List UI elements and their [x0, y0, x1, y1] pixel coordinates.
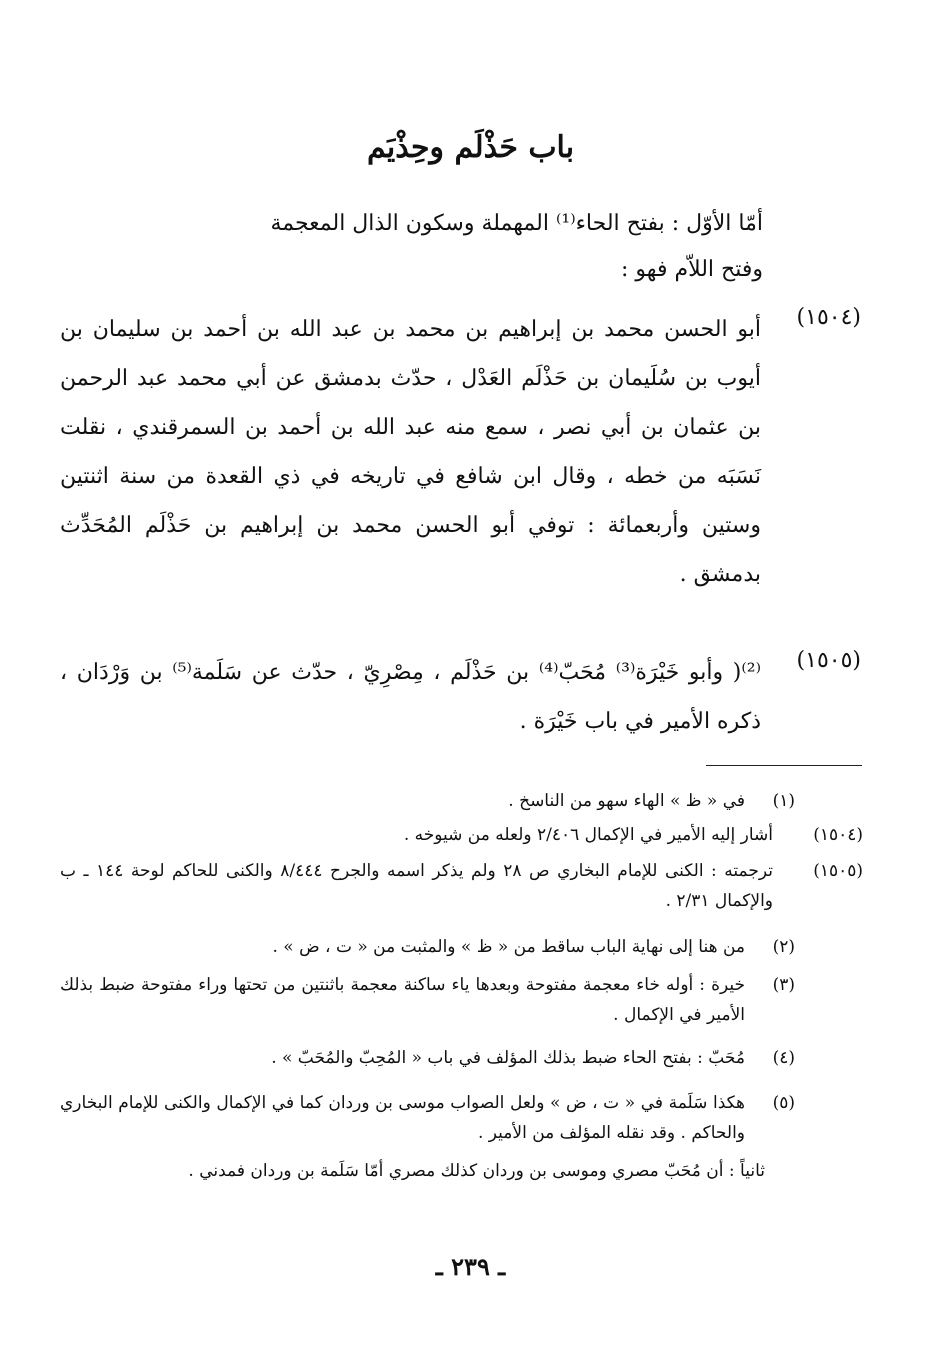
footnote-number: (٢) — [772, 937, 795, 957]
entry-number: (١٥٠٥) — [796, 648, 861, 673]
entry-1505 — [60, 648, 861, 748]
footnote-text: ثانياً : أن مُحَبّ مصري وموسى بن وردان كذلك مصري أمّا سَلَمة بن وردان فمدني . — [188, 1161, 765, 1181]
footnote-text: من هنا إلى نهاية الباب ساقط من « ظ » والمثبت من « ت ، ض » . — [272, 937, 745, 957]
footnote-number: (١) — [772, 791, 795, 811]
footnote-text: ترجمته : الكنى للإمام البخاري ص ٢٨ ولم يذكر اسمه والجرح ٨/٤٤٤ والكنى للحاكم لوحة ١٤٤ ـ ب والإكمال ٢/٣١ . — [60, 861, 773, 911]
intro-line-2: وفتح اللاّم فهو : — [621, 257, 763, 282]
footnote-text: أشار إليه الأمير في الإكمال ٢/٤٠٦ ولعله من شيوخه . — [403, 825, 773, 845]
footnote-text: هكذا سَلَمة في « ت ، ض » ولعل الصواب موسى بن وردان كما في الإكمال والكنى للإمام البخاري والحاكم . وقد نقله المؤلف من الأمير . — [60, 1093, 745, 1143]
footnote-number: (١٥٠٥) — [813, 861, 863, 881]
entry-number: (١٥٠٤) — [796, 305, 861, 330]
footnote-number: (٣) — [772, 975, 795, 995]
entry-1504 — [60, 305, 861, 645]
footnote-text: خيرة : أوله خاء معجمة مفتوحة وبعدها ياء ساكنة معجمة باثنتين من تحتها وراء مفتوحة ضبط بذلك الأمير في الإكمال . — [60, 975, 745, 1025]
page-number: ـ ٢٣٩ ـ — [435, 1252, 506, 1281]
footnote-text: مُحَبّ : بفتح الحاء ضبط بذلك المؤلف في باب « المُحِبّ والمُحَبّ » . — [271, 1048, 745, 1068]
footnote-number: (١٥٠٤) — [813, 825, 863, 845]
footnote-text: في « ظ » الهاء سهو من الناسخ . — [508, 791, 745, 811]
entry-text: ⁽²⁾( وأبو خَيْرَة⁽³⁾ مُحَبّ⁽⁴⁾ بن حَذْلَم ، مِصْرِيّ ، حدّث عن سَلَمة⁽⁵⁾ بن وَرْدَان ، ذكره الأمير في باب خَيْرَة . — [60, 660, 761, 734]
intro-line-1: أمّا الأوّل : بفتح الحاء⁽¹⁾ المهملة وسكون الذال المعجمة — [270, 211, 763, 236]
footnote-divider — [706, 765, 862, 766]
footnote-number: (٤) — [772, 1048, 795, 1068]
chapter-title: باب حَذْلَم وحِذْيَم — [366, 130, 575, 165]
footnote-number: (٥) — [772, 1093, 795, 1113]
entry-text: أبو الحسن محمد بن إبراهيم بن محمد بن عبد الله بن أحمد بن سليمان بن أيوب بن سُلَيمان بن حَذْلَم العَدْل ، حدّث بدمشق عن أبي محمد عبد الرحمن بن عثمان بن أبي نصر ، سمع منه عبد الله بن أحمد بن السمرقندي ، نقلت نَسَبَه من خطه ، وقال ابن شافع في تاريخه في ذي القعدة من سنة اثنتين وستين وأربعمائة : توفي أبو الحسن محمد بن إبراهيم بن حَذْلَم المُحَدِّث بدمشق . — [60, 317, 761, 587]
